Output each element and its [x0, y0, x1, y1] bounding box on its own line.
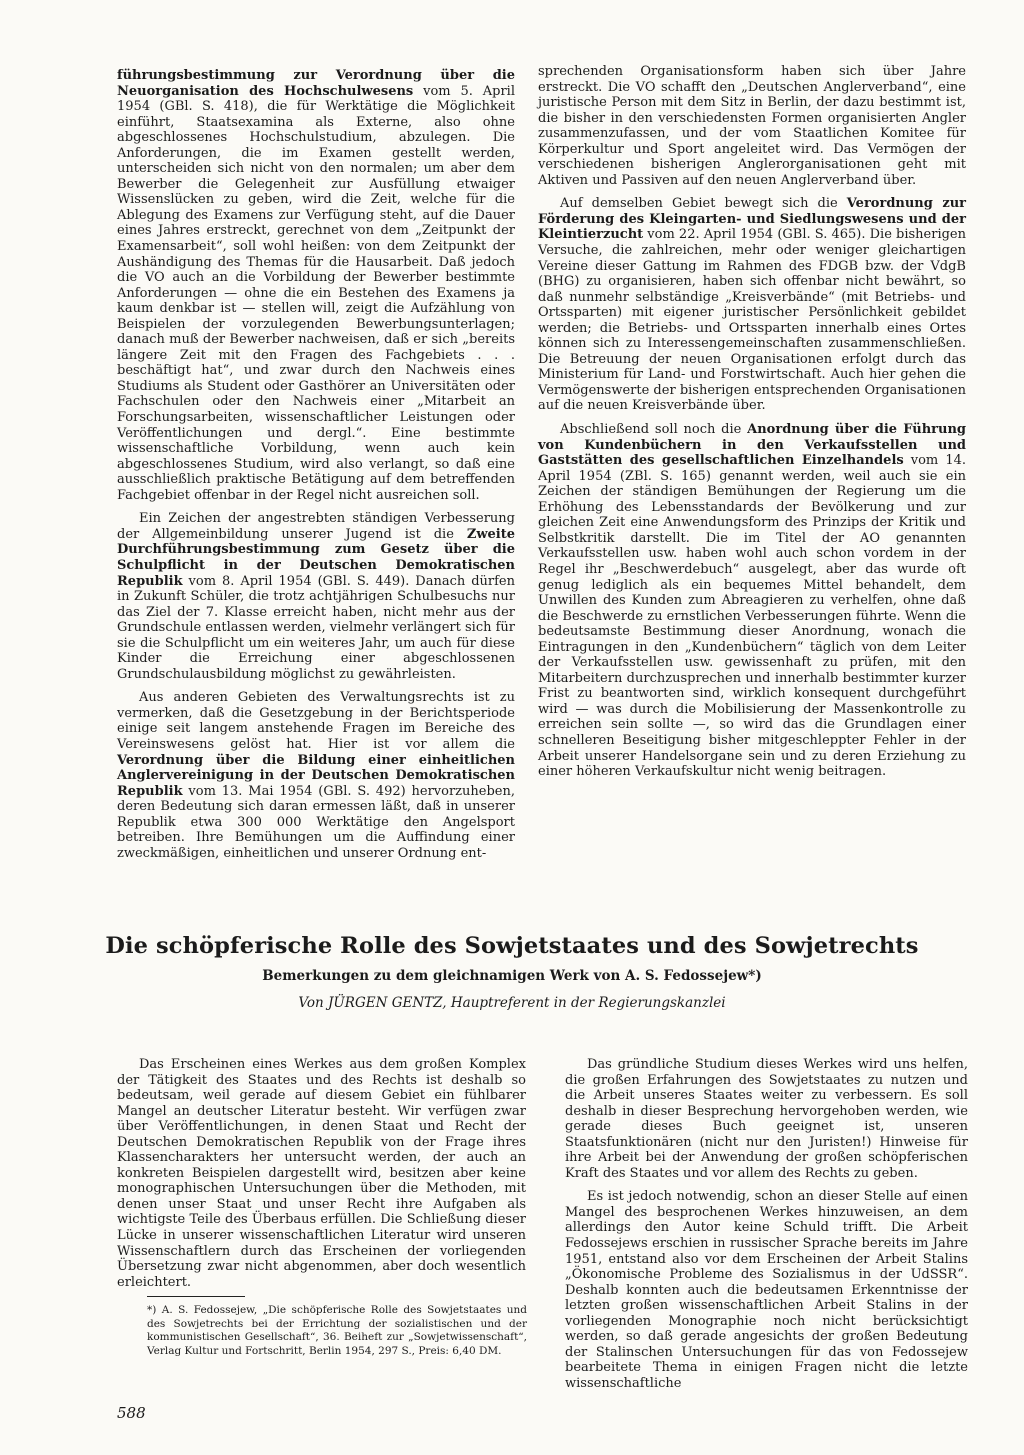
footnote: *) A. S. Fedossejew, „Die schöpferische Rolle des Sowjetstaates und des Sowjetrechts bei der Errichtung der sozialistischen und der kommunistischen Gesellschaft“, 36. Beiheft zur „Sowjetwissenschaft“, Verlag Kultur und Fortschritt, Berlin 1954, 297 S., Preis: 6,40 DM. — [147, 1304, 527, 1357]
paragraph-text: vom 22. April 1954 (GBl. S. 465). Die bisherigen Versuche, die zahlreichen, mehr oder weniger gleichartigen Vereine dieser Gattung im Rahmen des FDGB bzw. der VdgB (BHG) zu organisieren, haben sich offenbar nicht bewährt, so daß nunmehr selbständige „Kreisverbände“ (mit Betriebs- und Ortssparten) mit eigener juristischer Persönlichkeit gebildet werden; die Betriebs- und Ortssparten innerhalb eines Ortes können sich zu Interessengemeinschaften zusammenschließen. Die Betreuung der neuen Organisationen erfolgt durch das Ministerium für Land- und Forstwirtschaft. Auch hier gehen die Vermögenswerte der bisherigen entsprechenden Organisationen auf die neuen Kreisverbände über. — [538, 227, 967, 414]
bold-reference: Verordnung über die Bildung einer einheitlichen Anglervereinigung in der Deutschen Demokratischen Republik — [117, 752, 515, 799]
paragraph — [538, 196, 966, 414]
article-byline: Von JÜRGEN GENTZ, Hauptreferent in der Regierungskanzlei — [298, 995, 726, 1011]
paragraph-text: Aus anderen Gebieten des Verwaltungsrechts ist zu vermerken, daß die Gesetzgebung in der Berichtsperiode einige seit langem anstehende Fragen im Bereiche des Vereinswesens gelöst hat. Hier ist vor allem die — [117, 690, 515, 752]
paragraph — [538, 422, 966, 780]
article-title: Die schöpferische Rolle des Sowjetstaates und des Sowjetrechts — [105, 933, 919, 959]
paragraph-text: vom 8. April 1954 (GBl. S. 449). Danach dürfen in Zukunft Schüler, die trotz achtjährigen Schulbesuchs nur das Ziel der 7. Klasse erreicht haben, nicht mehr aus der Grundschule entlassen werden, vielmehr verlängert sich für sie die Schulpflicht um ein weiteres Jahr, um auch für diese Kinder die Erreichung einer abgeschlossenen Grundschulausbildung möglichst zu gewährleisten. — [117, 573, 515, 682]
column-bottom-right — [565, 1057, 968, 1391]
paragraph: Das Erscheinen eines Werkes aus dem großen Komplex der Tätigkeit des Staates und des Rechts ist deshalb so bedeutsam, weil gerade auf diesem Gebiet ein fühlbarer Mangel an deutscher Literatur besteht. Wir verfügen zwar über Veröffentlichungen, in denen Staat und Recht der Deutschen Demokratischen Republik von der Frage ihres Klassencharakters her untersucht werden, der auch an konkreten Beispielen dargestellt wird, besitzen aber keine monographischen Untersuchungen über die Methoden, mit denen unser Staat und unser Recht ihre Aufgaben als wichtigste Teile des Überbaus erfüllen. Die Schließung dieser Lücke in unserer wissenschaftlichen Literatur wird unseren Wissenschaftlern durch das Erscheinen der vorliegenden Übersetzung zwar nicht abgenommen, aber doch wesentlich erleichtert. — [117, 1057, 526, 1290]
bold-reference: führungsbestimmung zur Verordnung über die Neuorganisation des Hochschulwesens — [117, 68, 515, 99]
paragraph — [117, 690, 515, 861]
footnote-divider — [147, 1296, 245, 1297]
paragraph — [538, 64, 966, 188]
bold-reference: Zweite Durchführungsbestimmung zum Gesetz über die Schulpflicht in der Deutschen Demokratischen Republik — [117, 526, 515, 589]
column-top-left — [117, 68, 515, 861]
paragraph-text: vom 5. April 1954 (GBl. S. 418), die für Werktätige die Möglichkeit einführt, Staatsexamina als Externe, also ohne abgeschlossenes Hochschulstudium, abzulegen. Die Anforderungen, die im Examen gestellt werden, unterscheiden sich nicht von den normalen; um aber dem Bewerber die Gelegenheit zur Ausfüllung etwaiger Wissenslücken zu geben, wird die Zeit, welche für die Ablegung des Examens zur Verfügung steht, auf die Dauer eines Jahres erstreckt, gerechnet von dem „Zeitpunkt der Examensarbeit“, soll wohl heißen: von dem Zeitpunkt der Aushändigung des Themas für die Hausarbeit. Daß jedoch die VO auch an die Vorbildung der Bewerber bestimmte Anforderungen — ohne die ein Bestehen des Examens ja kaum denkbar ist — stellen will, zeigt die Aufzählung von Beispielen der vorzulegenden Bewerbungsunterlagen; danach muß der Bewerber nachweisen, daß er sich „bereits längere Zeit mit den Fragen des Fachgebiets . . . beschäftigt hat“, und zwar durch den Nachweis eines Studiums als Student oder Gasthörer an Universitäten oder Fachschulen oder den Nachweis einer „Mitarbeit an Forschungsarbeiten, wissenschaftlicher Leistungen oder Veröffentlichungen und dergl.“. Eine bestimmte wissenschaftliche Vorbildung, wenn auch kein abgeschlossenes Studium, wird also verlangt, so daß eine ausschließlich praktische Betätigung auf dem betreffenden Fachgebiet offenbar in der Regel nicht ausreichen soll. — [117, 83, 515, 503]
paragraph-text: Auf demselben Gebiet bewegt sich die — [560, 196, 847, 212]
column-top-right — [538, 64, 966, 780]
paragraph-text: vom 13. Mai 1954 (GBl. S. 492) hervorzuheben, deren Bedeutung sich daran ermessen läßt, daß in unserer Republik etwa 300 000 Werktätige den Angelsport betreiben. Ihre Bemühungen um die Auffindung einer zweckmäßigen, einheitlichen und unserer Ordnung ent- — [117, 783, 515, 861]
paragraph: Das gründliche Studium dieses Werkes wird uns helfen, die großen Erfahrungen des Sowjetstaates zu nutzen und die Arbeit unseres Staates weiter zu verbessern. Es soll deshalb in dieser Besprechung hervorgehoben werden, wie gerade dieses Buch geeignet ist, unseren Staatsfunktionären (nicht nur den Juristen!) Hinweise für ihre Arbeit bei der Anwendung der großen schöpferischen Kraft des Staates und vor allem des Rechts zu geben. — [565, 1057, 968, 1181]
article-subtitle: Bemerkungen zu dem gleichnamigen Werk von A. S. Fedossejew*) — [262, 968, 762, 984]
paragraph-text: vom 14. April 1954 (ZBl. S. 165) genannt werden, weil auch sie ein Zeichen der ständigen Bemühungen der Regierung um die Erhöhung des Lebensstandards der Bevölkerung und zur gleichen Zeit eine Anwendungsform des Prinzips der Kritik und Selbstkritik darstellt. Die im Titel der AO genannten Verkaufsstellen usw. haben wohl auch schon vordem in der Regel ihr „Beschwerdebuch“ ausgelegt, aber das wurde oft genug lediglich als ein bequemes Mittel behandelt, dem Unwillen des Kunden zum Abreagieren zu verhelfen, ohne daß die Beschwerde zu ernstlichen Verbesserungen führte. Wenn die bedeutsamste Bestimmung dieser Anordnung, wonach die Eintragungen in den „Kundenbüchern“ täglich von dem Leiter der Verkaufsstellen usw. gewissenhaft zu prüfen, mit den Mitarbeitern durchzusprechen und innerhalb bestimmter kurzer Frist zu beantworten sind, wirklich konsequent durchgeführt wird — was durch die Mobilisierung der Massenkontrolle zu erreichen sein sollte —, so wird das die Grundlagen einer schnelleren Beseitigung bisher mitgeschleppter Fehler in der Arbeit unserer Handelsorgane sein und zu deren Erziehung zu einer höheren Verkaufskultur nicht wenig beitragen. — [538, 453, 966, 780]
paragraph-text: Abschließend soll noch die — [560, 422, 748, 438]
bold-reference: Verordnung zur Förderung des Kleingarten- und Siedlungswesens und der Kleintierzucht — [538, 196, 966, 243]
bold-reference: Anordnung über die Führung von Kundenbüchern in den Verkaufsstellen und Gaststätten des gesellschaftlichen Einzelhandels — [538, 422, 967, 469]
paragraph-text: Ein Zeichen der angestrebten ständigen Verbesserung der Allgemeinbildung unserer Jugend ist die — [117, 511, 515, 542]
paragraph — [117, 511, 515, 682]
page-number: 588 — [117, 1404, 146, 1422]
paragraph: Es ist jedoch notwendig, schon an dieser Stelle auf einen Mangel des besprochenen Werkes hinzuweisen, an dem allerdings den Autor keine Schuld trifft. Die Arbeit Fedossejews erschien in russischer Sprache bereits im Jahre 1951, entstand also vor dem Erscheinen der Arbeit Stalins „Ökonomische Probleme des Sozialismus in der UdSSR“. Deshalb konnten auch die bedeutsamen Erkenntnisse der letzten großen wissenschaftlichen Arbeit Stalins in der vorliegenden Monographie noch nicht berücksichtigt werden, so daß gerade angesichts der großen Bedeutung der Stalinschen Untersuchungen für das von Fedossejew bearbeitete Thema in einigen Fragen nicht die letzte wissenschaftliche — [565, 1189, 968, 1391]
column-bottom-left — [117, 1057, 526, 1290]
paragraph-text: sprechenden Organisationsform haben sich über Jahre erstreckt. Die VO schafft den „Deutschen Anglerverband“, eine juristische Person mit dem Sitz in Berlin, der dazu bestimmt ist, die bisher in den verschiedensten Formen organisierten Angler zusammenzufassen, und der vom Staatlichen Komitee für Körperkultur und Sport angeleitet wird. Das Vermögen der verschiedenen bisherigen Anglerorganisationen geht mit Aktiven und Passiven auf den neuen Anglerverband über. — [538, 64, 966, 188]
paragraph — [117, 68, 515, 503]
